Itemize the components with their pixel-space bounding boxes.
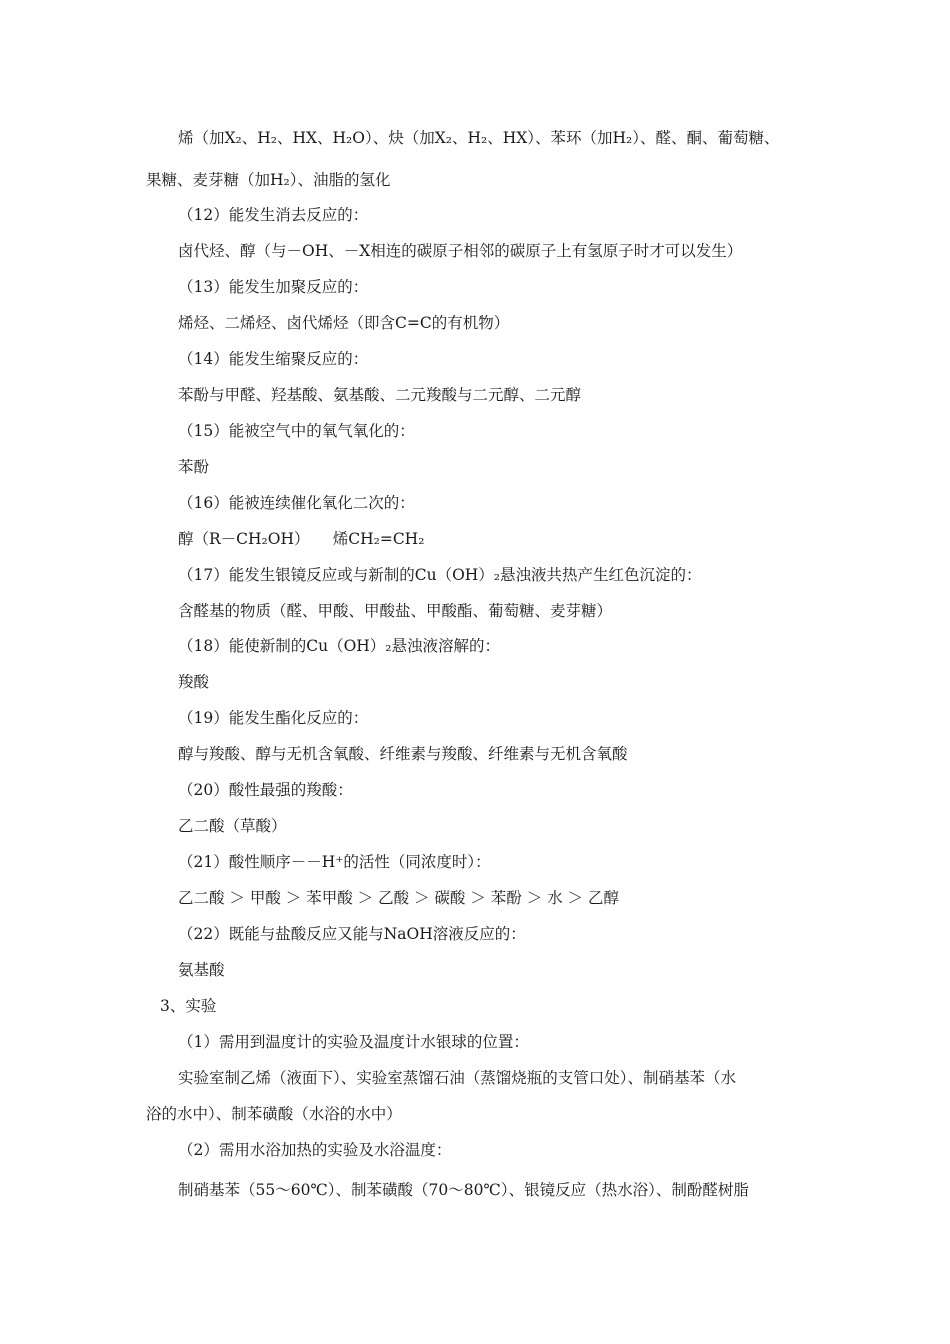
text-line: （17）能发生银镜反应或与新制的Cu（OH）₂悬浊液共热产生红色沉淀的： <box>178 566 702 584</box>
text-line: （21）酸性顺序－－H⁺的活性（同浓度时）： <box>178 853 491 871</box>
text-line: （14）能发生缩聚反应的： <box>178 350 369 368</box>
text-line: （16）能被连续催化氧化二次的： <box>178 494 415 512</box>
text-line: 含醛基的物质（醛、甲酸、甲酸盐、甲酸酯、葡萄糖、麦芽糖） <box>178 602 613 620</box>
text-line: 醇与羧酸、醇与无机含氧酸、纤维素与羧酸、纤维素与无机含氧酸 <box>178 745 628 763</box>
text-line: 苯酚与甲醛、羟基酸、氨基酸、二元羧酸与二元醇、二元醇 <box>178 386 582 404</box>
text-line: （1）需用到温度计的实验及温度计水银球的位置： <box>178 1033 529 1051</box>
text-line: （19）能发生酯化反应的： <box>178 709 369 727</box>
text-line: 卤代烃、醇（与－OH、－X相连的碳原子相邻的碳原子上有氢原子时才可以发生） <box>178 242 743 260</box>
text-line: 浴的水中）、制苯磺酸（水浴的水中） <box>146 1105 402 1123</box>
text-line: （20）酸性最强的羧酸： <box>178 781 353 799</box>
section-heading: 3、实验 <box>160 997 217 1015</box>
text-line: 实验室制乙烯（液面下）、实验室蒸馏石油（蒸馏烧瓶的支管口处）、制硝基苯（水 <box>178 1069 737 1087</box>
text-line: （15）能被空气中的氧气氧化的： <box>178 422 415 440</box>
text-line: （22）既能与盐酸反应又能与NaOH溶液反应的： <box>178 925 526 943</box>
text-line: （12）能发生消去反应的： <box>178 206 369 224</box>
text-line: 氨基酸 <box>178 961 225 979</box>
text-line: 乙二酸（草酸） <box>178 817 287 835</box>
text-line: 醇（R－CH₂OH） 烯CH₂=CH₂ <box>178 530 425 548</box>
text-line: （18）能使新制的Cu（OH）₂悬浊液溶解的： <box>178 637 501 655</box>
text-line: 果糖、麦芽糖（加H₂）、油脂的氢化 <box>146 171 391 189</box>
text-line: 制硝基苯（55～60℃）、制苯磺酸（70～80℃）、银镜反应（热水浴）、制酚醛树脂 <box>178 1181 749 1199</box>
text-line: 烯（加X₂、H₂、HX、H₂O）、炔（加X₂、H₂、HX）、苯环（加H₂）、醛、酮、葡萄糖、 <box>178 129 780 147</box>
text-line: 烯烃、二烯烃、卤代烯烃（即含C=C的有机物） <box>178 314 510 332</box>
text-line: 羧酸 <box>178 673 210 691</box>
text-line: 乙二酸 ＞ 甲酸 ＞ 苯甲酸 ＞ 乙酸 ＞ 碳酸 ＞ 苯酚 ＞ 水 ＞ 乙醇 <box>178 889 619 907</box>
text-line: （2）需用水浴加热的实验及水浴温度： <box>178 1141 452 1159</box>
text-line: 苯酚 <box>178 458 210 476</box>
text-line: （13）能发生加聚反应的： <box>178 278 369 296</box>
